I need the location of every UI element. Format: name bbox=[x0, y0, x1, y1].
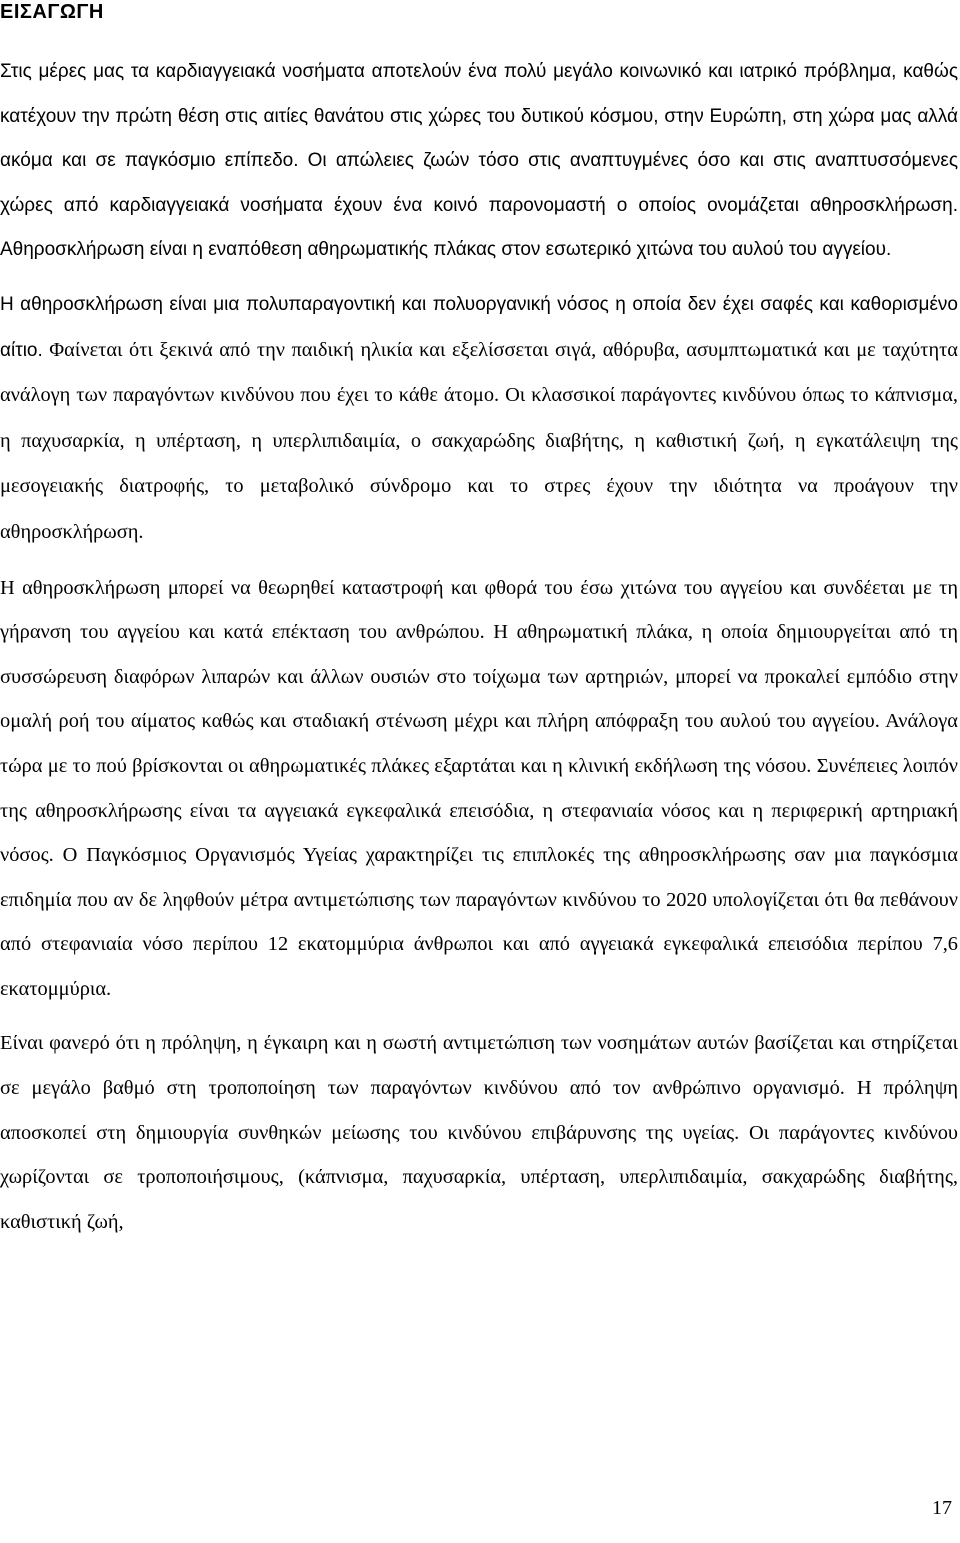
paragraph-prevention: Είναι φανερό ότι η πρόληψη, η έγκαιρη και η σωστή αντιμετώπιση των νοσημάτων αυτών βασίζεται και στηρίζεται σε μεγάλο βαθμό στη τροποποίηση των παραγόντων κινδύνου από τον ανθρώπινο οργανισμό. Η πρόληψη αποσκοπεί στη δημιουργία συνθηκών μείωσης του κινδύνου επιβάρυνσης της υγείας. Οι παράγοντες κινδύνου χωρίζονται σε τροποποιήσιμους, (κάπνισμα, παχυσαρκία, υπέρταση, υπερλιπιδαιμία, σακχαρώδης διαβήτης, καθιστική ζωή, bbox=[0, 1032, 958, 1233]
page-number: 17 bbox=[932, 1497, 952, 1519]
paragraph-multifactorial-serif: Φαίνεται ότι ξεκινά από την παιδική ηλικία και εξελίσσεται σιγά, αθόρυβα, ασυμπτωματικά και με ταχύτητα ανάλογη των παραγόντων κινδύνου που έχει το κάθε άτομο. Οι κλασσικοί παράγοντες κινδύνου όπως το κάπνισμα, η παχυσαρκία, η υπέρταση, η υπερλιπιδαιμία, ο σακχαρώδης διαβήτης, η καθιστική ζωή, η εγκατάλειψη της μεσογειακής διατροφής, το μεταβολικό σύνδρομο και το στρες έχουν την ιδιότητα να προάγουν την αθηροσκλήρωση. bbox=[0, 338, 958, 543]
paragraph-multifactorial bbox=[0, 283, 958, 556]
paragraph-plaque: Η αθηροσκλήρωση μπορεί να θεωρηθεί καταστροφή και φθορά του έσω χιτώνα του αγγείου και συνδέεται με τη γήρανση του αγγείου και κατά επέκταση του ανθρώπου. Η αθηρωματική πλάκα, η οποία δημιουργείται από τη συσσώρευση διαφόρων λιπαρών και άλλων ουσιών στο τοίχωμα των αρτηριών, μπορεί να προκαλεί εμπόδιο στην ομαλή ροή του αίματος καθώς και σταδιακή στένωση μέχρι και πλήρη απόφραξη του αυλού του αγγείου. Ανάλογα τώρα με το πού βρίσκονται οι αθηρωματικές πλάκες εξαρτάται και η κλινική εκδήλωση της νόσου. Συνέπειες λοιπόν της αθηροσκλήρωσης είναι τα αγγειακά εγκεφαλικά επεισόδια, η στεφανιαία νόσος και η περιφερική αρτηριακή νόσος. Ο Παγκόσμιος Οργανισμός Υγείας χαρακτηρίζει τις επιπλοκές της αθηροσκλήρωσης σαν μια παγκόσμια επιδημία που αν δε ληφθούν μέτρα αντιμετώπισης των παραγόντων κινδύνου το 2020 υπολογίζεται ότι θα πεθάνουν από στεφανιαία νόσο περίπου 12 εκατομμύρια άνθρωποι και από αγγειακά εγκεφαλικά επεισόδια περίπου 7,6 εκατομμύρια. bbox=[0, 576, 958, 1000]
paragraph-introduction: Στις μέρες μας τα καρδιαγγειακά νοσήματα αποτελούν ένα πολύ μεγάλο κοινωνικό και ιατρικό πρόβλημα, καθώς κατέχουν την πρώτη θέση στις αιτίες θανάτου στις χώρες του δυτικού κόσμου, στην Ευρώπη, στη χώρα μας αλλά ακόμα και σε παγκόσμιο επίπεδο. Οι απώλειες ζωών τόσο στις αναπτυγμένες όσο και στις αναπτυσσόμενες χώρες από καρδιαγγειακά νοσήματα έχουν ένα κοινό παρονομαστή ο οποίος ονομάζεται αθηροσκλήρωση. Αθηροσκλήρωση είναι η εναπόθεση αθηρωματικής πλάκας στον εσωτερικό χιτώνα του αυλού του αγγείου. bbox=[0, 61, 958, 261]
paragraph-multifactorial-sans: Η αθηροσκλήρωση είναι μια πολυπαραγοντική και πολυοργανική νόσος η οποία δεν έχει σαφές και καθορισμένο αίτιο. bbox=[0, 293, 958, 361]
section-heading: ΕΙΣΑΓΩΓΗ bbox=[0, 1, 104, 23]
